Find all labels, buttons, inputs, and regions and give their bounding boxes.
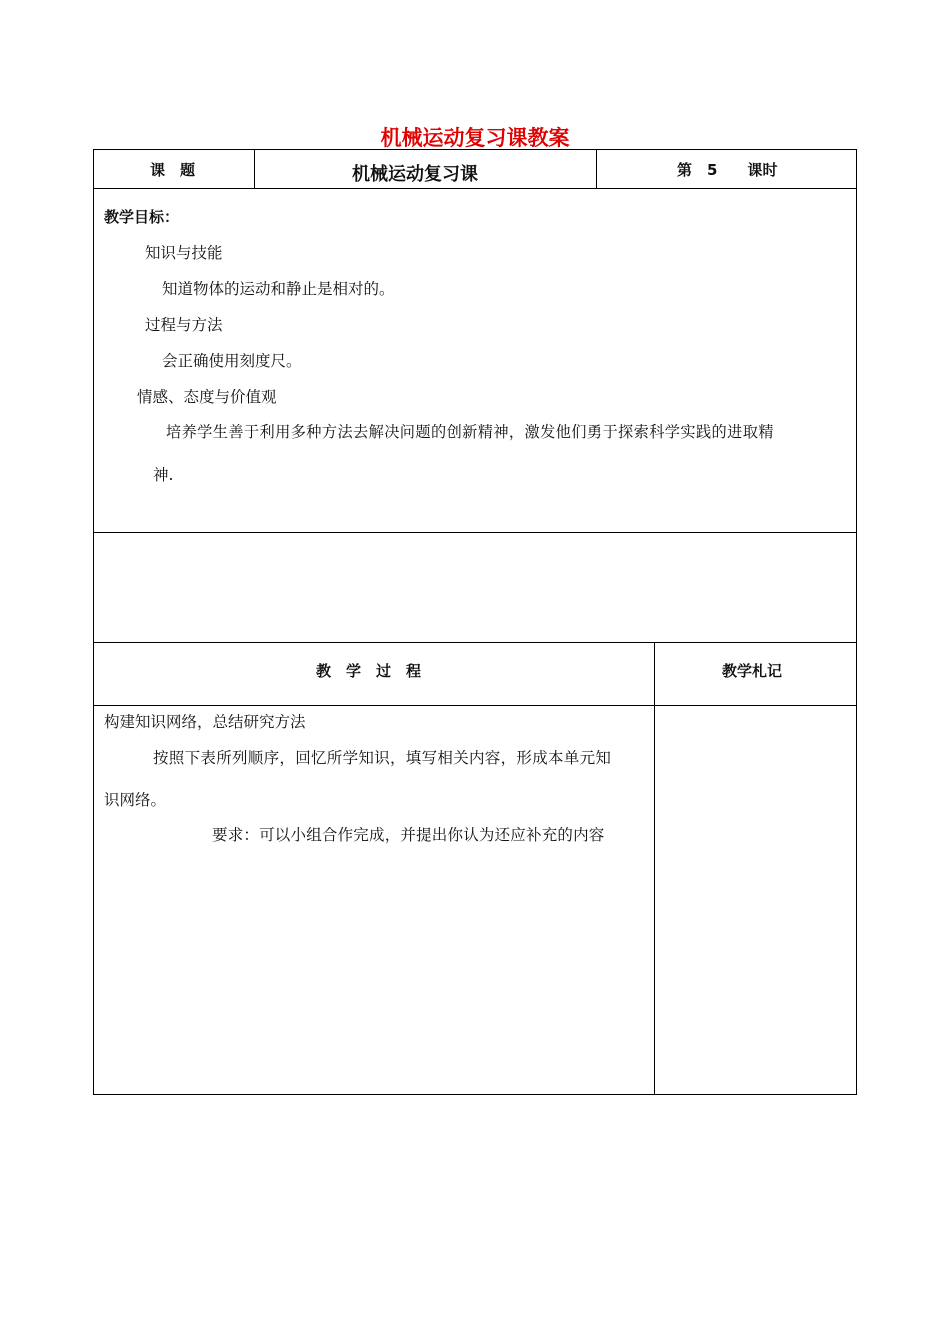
topic-label: 课 题 xyxy=(150,161,196,179)
attitude-text-line2: 神. xyxy=(153,466,174,484)
process-body-line: 按照下表所列顺序，回忆所学知识，填写相关内容，形成本单元知 xyxy=(153,749,612,767)
process-body-line: 要求：可以小组合作完成，并提出你认为还应补充的内容 xyxy=(212,826,605,844)
attitude-heading: 情感、态度与价值观 xyxy=(137,388,277,406)
knowledge-heading: 知识与技能 xyxy=(145,244,223,262)
row-divider xyxy=(93,642,857,643)
row-divider xyxy=(93,705,857,706)
process-text: 会正确使用刻度尺。 xyxy=(162,352,302,370)
knowledge-text: 知道物体的运动和静止是相对的。 xyxy=(162,280,395,298)
document-title: 机械运动复习课教案 xyxy=(380,126,570,150)
row-divider xyxy=(93,188,857,189)
attitude-text-line1: 培养学生善于利用多种方法去解决问题的创新精神，激发他们勇于探索科学实践的进取精 xyxy=(166,423,774,441)
col-divider xyxy=(654,642,655,1095)
col-divider xyxy=(596,149,597,189)
objectives-heading: 教学目标： xyxy=(104,208,180,226)
process-heading: 过程与方法 xyxy=(145,316,223,334)
process-body-line: 识网络。 xyxy=(104,791,167,809)
process-column-header: 教 学 过 程 xyxy=(316,662,422,680)
notes-column-header: 教学札记 xyxy=(722,662,783,680)
process-body-line: 构建知识网络，总结研究方法 xyxy=(104,713,306,731)
period-label: 第 5 课时 xyxy=(677,161,778,179)
row-divider xyxy=(93,532,857,533)
col-divider xyxy=(254,149,255,189)
topic-value: 机械运动复习课 xyxy=(352,164,478,185)
